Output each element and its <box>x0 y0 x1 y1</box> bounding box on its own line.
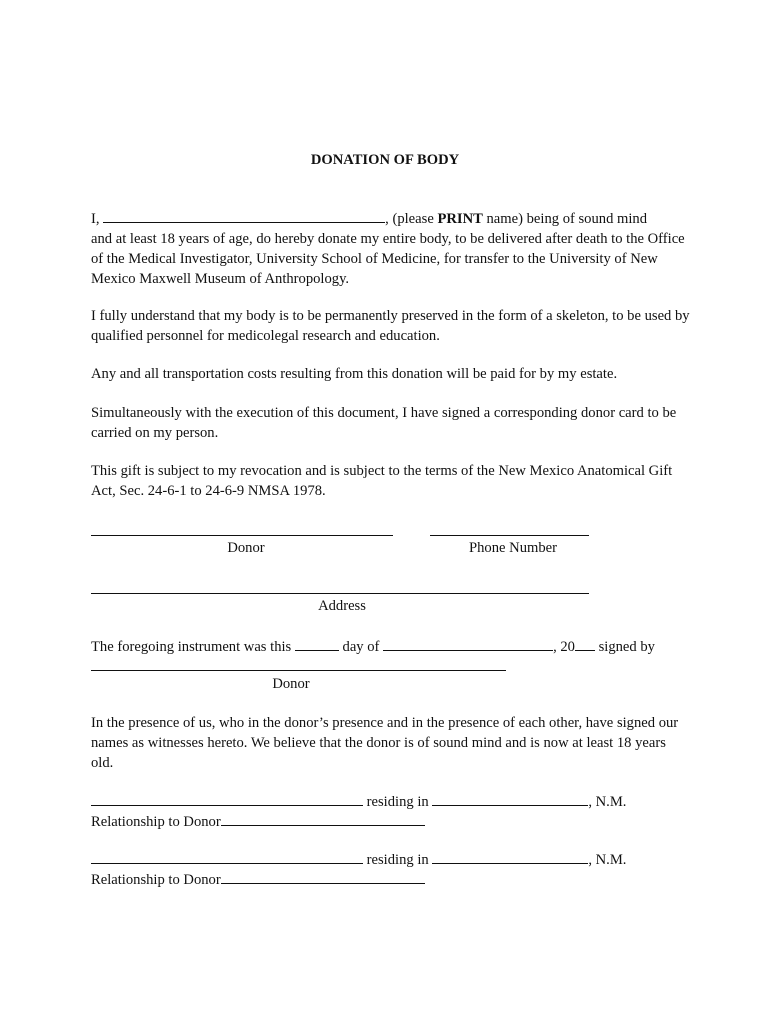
month-field[interactable] <box>383 636 553 651</box>
day-field[interactable] <box>295 636 339 651</box>
donor-signature-line-2[interactable] <box>91 670 506 671</box>
witness-2-row <box>91 849 626 869</box>
witness-2-relationship-field[interactable] <box>221 869 425 884</box>
witness-1-signature-field[interactable] <box>91 791 363 806</box>
foregoing-text-1: The foregoing instrument was this <box>91 639 295 655</box>
witness-1-relationship-row <box>91 811 425 831</box>
phone-number-label: Phone Number <box>469 540 557 556</box>
print-emphasis: PRINT <box>437 211 483 227</box>
foregoing-instrument-row <box>91 636 655 656</box>
witness-1-row <box>91 791 626 811</box>
phone-number-line[interactable] <box>430 535 589 536</box>
preservation-paragraph: I fully understand that my body is to be permanently preserved in the form of a skeleton, to be used by qualified personnel for medicolegal research and education. <box>91 308 690 344</box>
foregoing-text-4: signed by <box>594 639 655 655</box>
witness-2-state: , N.M. <box>588 852 627 868</box>
witness-2-relationship-row <box>91 869 425 889</box>
year-field[interactable] <box>575 636 595 651</box>
gift-act-paragraph: This gift is subject to my revocation and is subject to the terms of the New Mexico Anatomical Gift Act, Sec. 24-6-1 to 24-6-9 NMSA 1978. <box>91 463 673 499</box>
intro-paragraph <box>91 208 691 289</box>
address-label: Address <box>318 598 366 614</box>
intro-continuation: and at least 18 years of age, do hereby donate my entire body, to be delivered after death to the Office of the Medical Investigator, University School of Medicine, for transfer to the University of New Mexico Maxwell Museum of Anthropology. <box>91 231 685 287</box>
intro-rest-line1: name) being of sound mind <box>482 211 648 227</box>
witness-2-residing-label: residing in <box>363 852 433 868</box>
intro-after-blank: , (please <box>385 211 438 227</box>
witness-2-relationship-label: Relationship to Donor <box>91 872 221 888</box>
witness-1-residing-label: residing in <box>363 794 433 810</box>
witness-statement: In the presence of us, who in the donor’s presence and in the presence of each other, have signed our names as witnesses hereto. We believe that the donor is of sound mind and is now at least 18 years old. <box>91 715 679 771</box>
document-title: DONATION OF BODY <box>310 152 460 168</box>
donor-signature-line[interactable] <box>91 535 393 536</box>
foregoing-text-2: day of <box>338 639 384 655</box>
witness-1-state: , N.M. <box>588 794 627 810</box>
donor-label-2: Donor <box>272 676 310 692</box>
witness-1-residence-field[interactable] <box>432 791 588 806</box>
donor-label: Donor <box>227 540 265 556</box>
donor-card-paragraph: Simultaneously with the execution of this document, I have signed a corresponding donor card to be carried on my person. <box>91 405 677 441</box>
witness-2-residence-field[interactable] <box>432 849 588 864</box>
witness-1-relationship-field[interactable] <box>221 811 425 826</box>
witness-2-signature-field[interactable] <box>91 849 363 864</box>
transport-paragraph: Any and all transportation costs resulting from this donation will be paid for by my estate. <box>91 366 618 382</box>
address-line[interactable] <box>91 593 589 594</box>
witness-1-relationship-label: Relationship to Donor <box>91 814 221 830</box>
intro-prefix: I, <box>91 211 104 227</box>
foregoing-text-3: , 20 <box>553 639 575 655</box>
donor-name-field[interactable] <box>103 208 385 223</box>
